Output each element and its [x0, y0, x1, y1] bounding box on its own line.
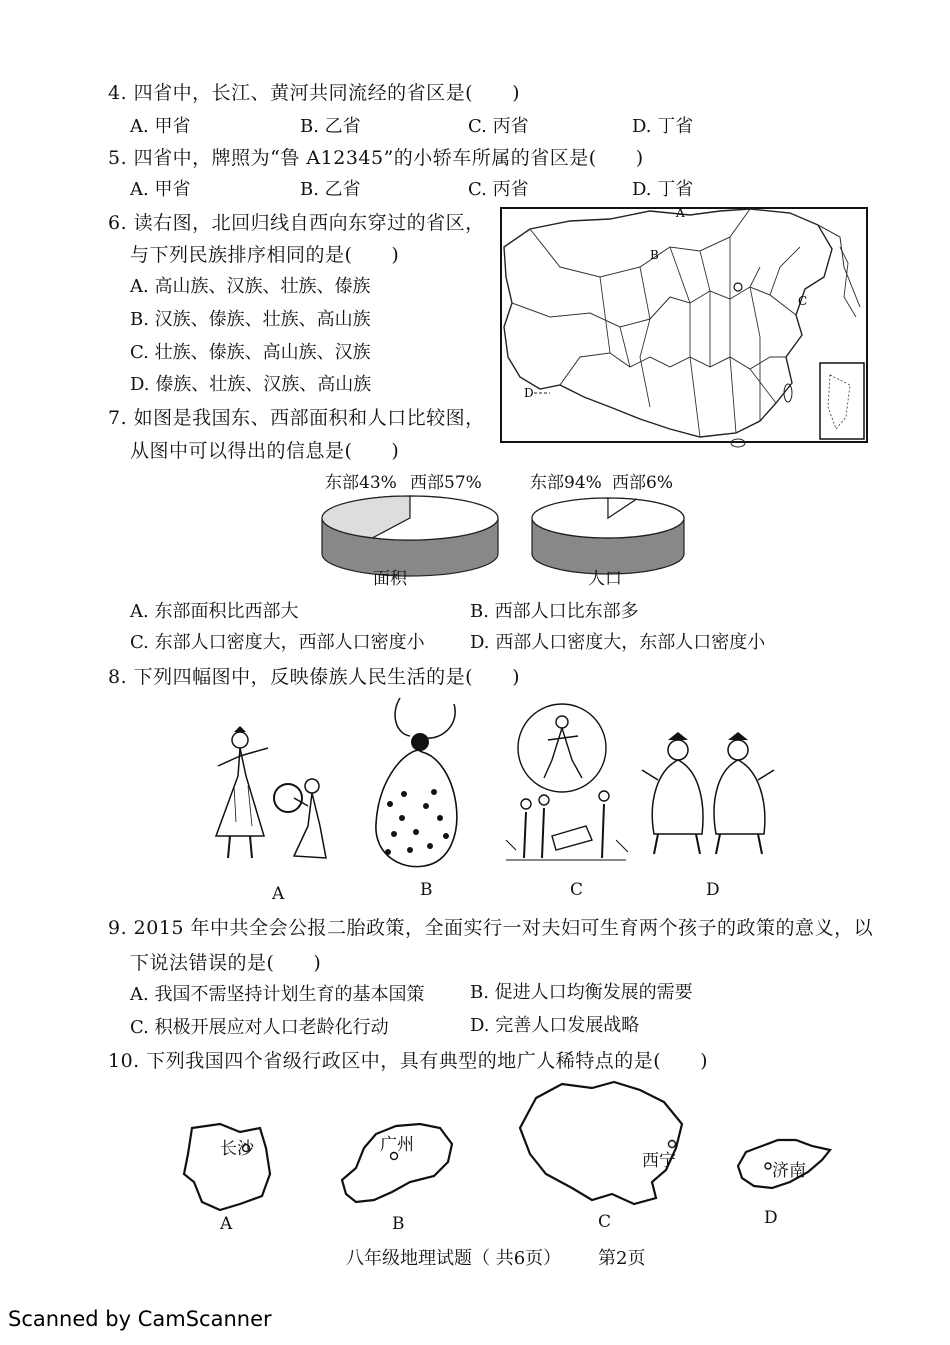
q10-label-a: A: [220, 1214, 233, 1234]
q6-stem-line1: 6. 读右图，北回归线自西向东穿过的省区，: [108, 212, 485, 234]
city-xining: 西宁: [642, 1151, 676, 1171]
q9-option-b: B. 促进人口均衡发展的需要: [470, 982, 693, 1003]
q9-stem-line1: 9. 2015 年中共全会公报二胎政策，全面实行一对夫妇可生育两个孩子的政策的意义，以: [108, 917, 874, 939]
ethnic-dance-illustration-a: [208, 726, 348, 876]
q4-option-b: B. 乙省: [300, 116, 361, 137]
map-label-b: B: [650, 248, 659, 262]
q7-option-a: A. 东部面积比西部大: [130, 601, 299, 622]
q8-label-b: B: [420, 880, 433, 900]
q9-stem-line2: 下说法错误的是( ): [130, 952, 322, 974]
q5-option-b: B. 乙省: [300, 179, 361, 200]
pie-chart-area: [318, 488, 502, 568]
q6-stem-line2: 与下列民族排序相同的是( ): [130, 244, 400, 266]
province-outline-a: [180, 1118, 280, 1218]
china-province-map: [500, 207, 868, 443]
pie-pop-caption: 人口: [588, 569, 622, 589]
q6-option-a: A. 高山族、汉族、壮族、傣族: [130, 276, 371, 297]
q8-label-c: C: [570, 880, 584, 900]
province-outline-c: [516, 1078, 692, 1212]
q6-option-c: C. 壮族、傣族、高山族、汉族: [130, 342, 371, 363]
q9-option-a: A. 我国不需坚持计划生育的基本国策: [130, 984, 425, 1005]
map-label-c: C: [798, 294, 808, 308]
map-label-d: D: [524, 386, 534, 400]
q6-option-d: D. 傣族、壮族、汉族、高山族: [130, 374, 372, 395]
pie-pop-west-label: 西部6%: [612, 473, 673, 493]
q7-stem-line2: 从图中可以得出的信息是( ): [130, 440, 400, 462]
pie-area-west-label: 西部57%: [410, 473, 482, 493]
q10-label-d: D: [764, 1208, 778, 1228]
q9-option-d: D. 完善人口发展战略: [470, 1015, 640, 1036]
q5-stem: 5. 四省中，牌照为“鲁 A12345”的小轿车所属的省区是( ): [108, 147, 644, 169]
footer-title: 八年级地理试题（ 共6页）: [346, 1248, 562, 1269]
pie-area-east-label: 东部43%: [325, 473, 397, 493]
pie-area-caption: 面积: [373, 569, 407, 589]
q8-label-a: A: [272, 884, 285, 904]
pie-chart-population: [528, 488, 688, 568]
city-changsha: 长沙: [220, 1139, 254, 1159]
q7-option-c: C. 东部人口密度大，西部人口密度小: [130, 632, 425, 653]
q4-stem: 4. 四省中，长江、黄河共同流经的省区是( ): [108, 82, 520, 104]
q8-stem: 8. 下列四幅图中，反映傣族人民生活的是( ): [108, 666, 520, 688]
city-jinan: 济南: [772, 1161, 806, 1181]
pie-pop-east-label: 东部94%: [530, 473, 602, 493]
q7-option-d: D. 西部人口密度大，东部人口密度小: [470, 632, 766, 653]
q6-option-b: B. 汉族、傣族、壮族、高山族: [130, 309, 371, 330]
q4-option-a: A. 甲省: [130, 116, 191, 137]
q10-stem: 10. 下列我国四个省级行政区中，具有典型的地广人稀特点的是( ): [108, 1050, 709, 1072]
q8-label-d: D: [706, 880, 720, 900]
map-label-a: A: [676, 206, 685, 220]
q10-label-c: C: [598, 1212, 612, 1232]
q4-option-d: D. 丁省: [632, 116, 694, 137]
q5-option-d: D. 丁省: [632, 179, 694, 200]
peacock-dance-illustration-b: [360, 694, 470, 874]
q5-option-a: A. 甲省: [130, 179, 191, 200]
footer-page-number: 第2页: [598, 1248, 646, 1269]
q10-label-b: B: [392, 1214, 405, 1234]
q5-option-c: C. 丙省: [468, 179, 529, 200]
q7-option-b: B. 西部人口比东部多: [470, 601, 639, 622]
q4-option-c: C. 丙省: [468, 116, 529, 137]
city-guangzhou: 广州: [380, 1135, 414, 1155]
q9-option-c: C. 积极开展应对人口老龄化行动: [130, 1017, 389, 1038]
mongolian-dance-illustration-d: [638, 730, 778, 860]
scanner-watermark: Scanned by CamScanner: [8, 1307, 272, 1331]
village-scene-illustration-c: [496, 700, 636, 870]
q7-stem-line1: 7. 如图是我国东、西部面积和人口比较图，: [108, 407, 485, 429]
